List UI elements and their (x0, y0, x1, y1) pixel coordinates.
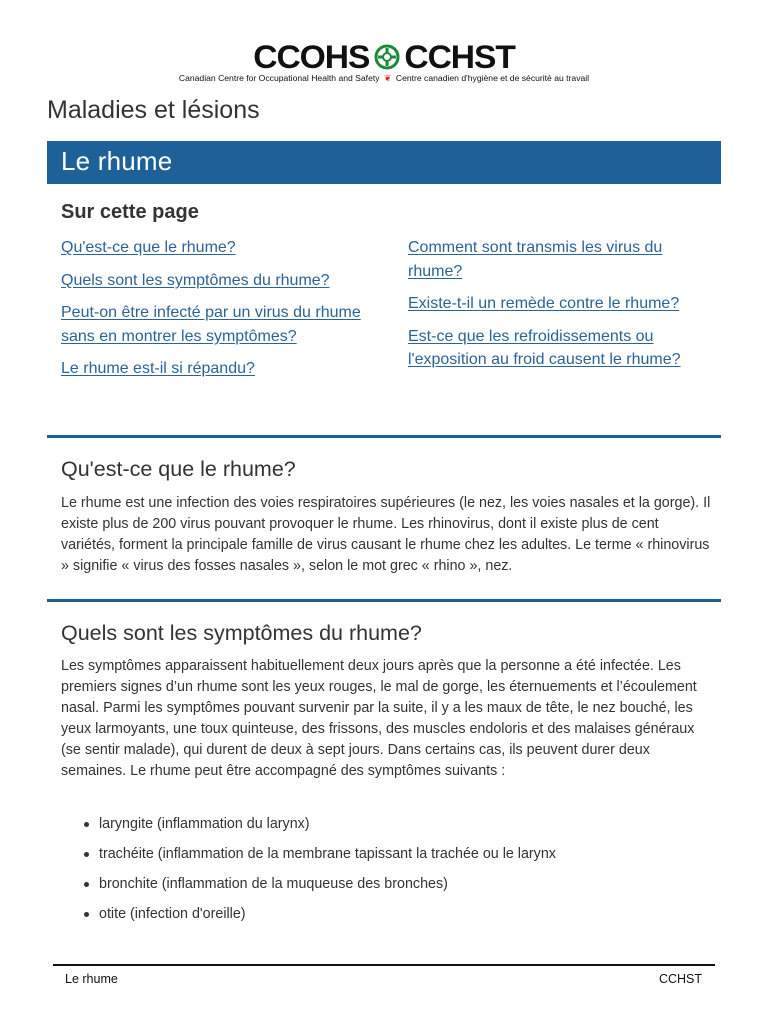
toc-link-how-common[interactable]: Le rhume est-il si répandu? (61, 360, 255, 377)
section-body-what-is-cold: Le rhume est une infection des voies respiratoires supérieures (le nez, les voies nasales et la gorge). Il existe plus de 200 virus pouvant provoquer le rhume. Les rhinovirus, dont il existe plus de cent variétés, forment la principale famille de virus causant le rhume chez les adultes. Le terme « rhinovirus » signifie « virus des fosses nasales », selon le mot grec « rhino », nez. (61, 495, 711, 574)
section-divider (47, 599, 721, 602)
ccohs-emblem-icon (373, 43, 401, 71)
ccohs-logo (0, 40, 768, 88)
toc-link-symptoms[interactable]: Quels sont les symptômes du rhume? (61, 271, 330, 289)
toc-link-transmission[interactable]: Comment sont transmis les virus du rhume? (408, 239, 663, 280)
footer-org: CCHST (658, 972, 702, 986)
logo-subtitle-fr: Centre canadien d'hygiène et de sécurité au travail (395, 73, 590, 83)
toc-link-cold-exposure[interactable]: Est-ce que les refroidissements ou l'exposition au froid causent le rhume? (408, 327, 681, 368)
title-banner (47, 141, 721, 184)
list-item: laryngite (inflammation du larynx) (99, 812, 556, 842)
footer-divider (53, 964, 715, 966)
toc-link-cure[interactable]: Existe-t-il un remède contre le rhume? (408, 295, 680, 312)
category-title: Maladies et lésions (47, 96, 260, 124)
logo-cchst-text: CCHST (404, 39, 515, 75)
page-title: Le rhume (61, 146, 173, 176)
section-divider (47, 435, 721, 438)
logo-subtitle-en: Canadian Centre for Occupational Health and Safety (178, 73, 380, 83)
section-body-symptoms: Les symptômes apparaissent habituellement deux jours après que la personne a été infectée. Les premiers signes d’un rhume sont les yeux rouges, le mal de gorge, les éternuements et l’écoulement nasal. Parmi les symptômes pouvant survenir par la suite, il y a les maux de tête, le nez bouché, les yeux larmoyants, une toux quinteuse, des frissons, des muscles endoloris et des malaises généraux (se sentir malade), qui durent de deux à sept jours. Dans certains cas, ils peuvent durer deux semaines. Le rhume peut être accompagné des symptômes suivants : (61, 658, 697, 779)
footer-doc-title: Le rhume (65, 972, 118, 986)
toc-title: Sur cette page (61, 201, 199, 223)
section-heading-symptoms: Quels sont les symptômes du rhume? (61, 621, 422, 645)
symptoms-list (61, 812, 556, 932)
toc-left-column (61, 236, 361, 390)
logo-ccohs-text: CCOHS (252, 39, 369, 75)
list-item: trachéite (inflammation de la membrane tapissant la trachée ou le larynx (99, 842, 556, 872)
toc-right-column (408, 236, 718, 381)
maple-leaf-icon: ❦ (383, 73, 392, 83)
list-item: bronchite (inflammation de la muqueuse des bronches) (99, 872, 556, 902)
list-item: otite (infection d'oreille) (99, 902, 556, 932)
toc-link-what-is-cold[interactable]: Qu'est-ce que le rhume? (61, 239, 236, 256)
logo-subtitle (0, 73, 768, 84)
toc-link-asymptomatic[interactable]: Peut-on être infecté par un virus du rhume sans en montrer les symptômes? (61, 304, 361, 345)
section-heading-what-is-cold: Qu'est-ce que le rhume? (61, 457, 296, 481)
